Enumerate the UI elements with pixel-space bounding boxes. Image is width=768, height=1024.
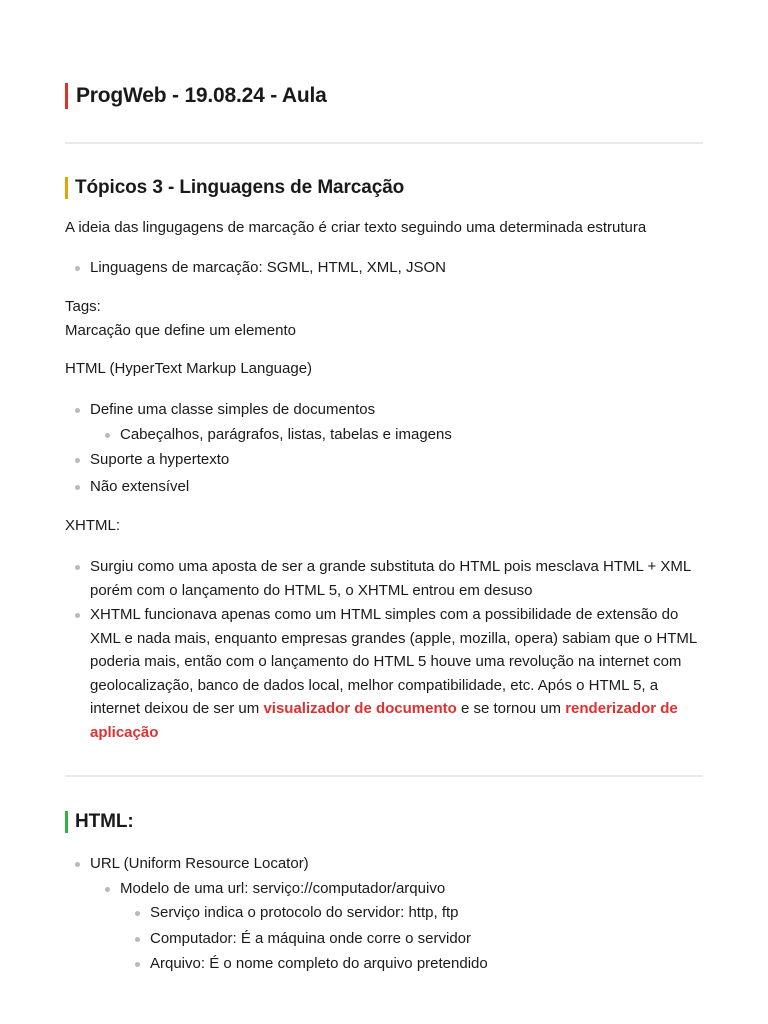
xhtml-label: XHTML: [65,517,121,534]
page-title: ProgWeb - 19.08.24 - Aula [65,83,327,109]
divider [65,775,703,777]
xhtml-list [65,555,703,744]
list-item: Surgiu como uma aposta de ser a grande substituta do HTML pois mesclava HTML + XML porém com o lançamento do HTML 5, o XHTML entrou em desuso [65,555,703,602]
url-list [65,852,703,976]
list-item-text: e se tornou um [456,700,566,717]
list-item: Serviço indica o protocolo do servidor: http, ftp [65,901,703,925]
list-item: Linguagens de marcação: SGML, HTML, XML, JSON [65,256,703,280]
html-label: HTML (HyperText Markup Language) [65,360,313,377]
list-item: Arquivo: É o nome completo do arquivo pretendido [65,952,703,976]
list-item: Define uma classe simples de documentos [65,398,703,422]
intro-paragraph: A ideia das lingugagens de marcação é criar texto seguindo uma determinada estrutura [65,219,647,236]
section-heading-topicos: Tópicos 3 - Linguagens de Marcação [65,177,404,199]
highlight-renderizador: renderizador de aplicação [90,700,678,741]
section-heading-html: HTML: [65,811,134,833]
markup-languages-list [65,256,703,280]
list-item: Não extensível [65,475,703,499]
highlight-visualizador: visualizador de documento [263,700,457,717]
list-item: Computador: É a máquina onde corre o servidor [65,927,703,951]
list-item [65,603,703,744]
list-item: Suporte a hypertexto [65,448,703,472]
tags-description: Marcação que define um elemento [65,322,296,339]
list-item: URL (Uniform Resource Locator) [65,852,703,876]
list-item: Cabeçalhos, parágrafos, listas, tabelas e imagens [65,423,703,447]
list-item: Modelo de uma url: serviço://computador/arquivo [65,877,703,901]
html-features-list [65,398,703,498]
divider [65,142,703,144]
tags-label: Tags: [65,298,101,315]
list-item-text: XHTML funcionava apenas como um HTML simples com a possibilidade de extensão do XML e nada mais, enquanto empresas grandes (apple, mozilla, opera) sabiam que o HTML poderia mais, então com o lançamento do HTML 5 houve uma revolução na internet com geolocalização, banco de dados local, melhor compatibilidade, etc. Após o HTML 5, a internet deixou de ser um [90,606,697,717]
